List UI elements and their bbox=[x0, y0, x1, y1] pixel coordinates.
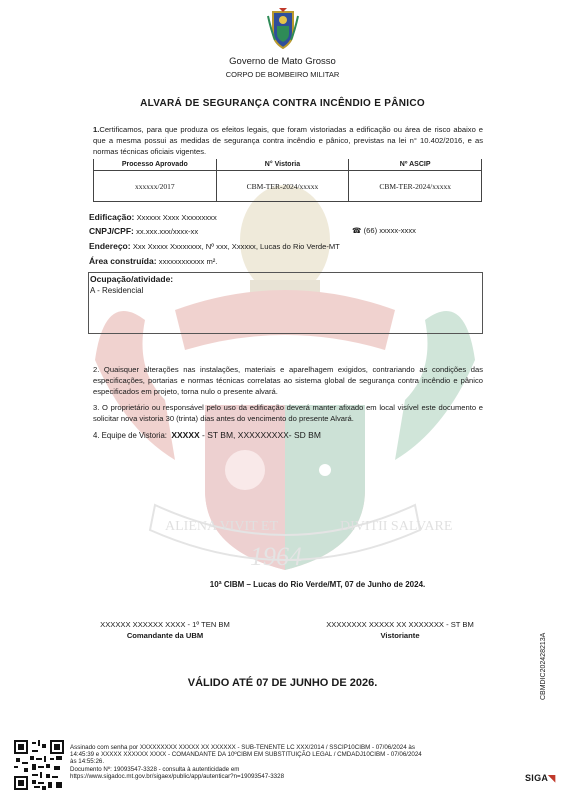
item-4-rest: - ST BM, XXXXXXXXX- SD BM bbox=[199, 430, 321, 440]
signature-commander-name: XXXXXX XXXXXX XXXX - 1º TEN BM bbox=[100, 620, 230, 629]
item-2-text: 2. Quaisquer alterações nas instalações, materiais e aparelhagem exigidos, contrariando as condições das especificações, portarias e normas técnicas correlatas ao sistema global de segurança contra incêndio e pânico especificados em projeto, torna nulo o presente alvará. bbox=[93, 365, 483, 396]
item-4-text bbox=[93, 430, 483, 441]
area-value: xxxxxxxxxxxx m². bbox=[158, 257, 218, 266]
side-document-code: CBMDIC202428213A bbox=[540, 632, 547, 700]
item-1-text: 1.Certificamos, para que produza os efeitos legais, que foram vistoriadas a edificação ou área de risco abaixo e que a mesma possui as medidas de segurança contra incêndio e pânico, previstas na lei n° 10.402/2016, e as normas técnicas oficiais vigentes. bbox=[93, 125, 483, 156]
item-4-label: 4. Equipe de Vistoria: bbox=[93, 431, 167, 440]
cnpj-field bbox=[89, 226, 198, 236]
value-ascip: CBM-TER-2024/xxxxx bbox=[349, 171, 482, 202]
signature-inspector bbox=[290, 620, 510, 640]
area-field bbox=[89, 256, 217, 266]
footer-line-3: às 14:55:26. bbox=[70, 758, 105, 766]
watermark-year: 1964 bbox=[250, 542, 302, 571]
endereco-field bbox=[89, 241, 340, 251]
siga-logo-text: SIGA bbox=[525, 773, 549, 783]
signature-commander bbox=[55, 620, 275, 640]
item-3-text: 3. O proprietário ou responsável pelo uso da edificação deverá manter afixado em local visível este documento e solicitar nova vistoria 30 (trinta) dias antes do vencimento do presente Alvará. bbox=[93, 403, 483, 423]
place-date: 10ª CIBM – Lucas do Rio Verde/MT, 07 de Junho de 2024. bbox=[209, 580, 426, 589]
validity-statement: VÁLIDO ATÉ 07 DE JUNHO DE 2026. bbox=[187, 677, 378, 689]
phone-value: (66) xxxxx-xxxx bbox=[363, 226, 416, 235]
process-table bbox=[93, 159, 482, 202]
value-processo: xxxxxx/2017 bbox=[94, 171, 217, 202]
edificacao-value: Xxxxxx Xxxx Xxxxxxxxx bbox=[136, 213, 217, 222]
ocupacao-label: Ocupação/atividade: bbox=[90, 274, 174, 284]
signature-footer bbox=[70, 744, 510, 780]
edificacao-field bbox=[89, 212, 217, 222]
area-label: Área construída: bbox=[89, 256, 157, 266]
endereco-value: Xxx Xxxxx Xxxxxxxx, Nº xxx, Xxxxxx, Lucas do Rio Verde-MT bbox=[132, 242, 340, 251]
header-ascip: Nº ASCIP bbox=[349, 159, 482, 171]
department-name: CORPO DE BOMBEIRO MILITAR bbox=[225, 70, 340, 79]
ocupacao-box bbox=[88, 272, 483, 334]
signature-commander-role: Comandante da UBM bbox=[126, 631, 204, 640]
item-4-lead: XXXXX bbox=[171, 430, 200, 440]
document-title: ALVARÁ DE SEGURANÇA CONTRA INCÊNDIO E PÂNICO bbox=[140, 98, 425, 109]
phone-field bbox=[352, 226, 416, 235]
edificacao-label: Edificação: bbox=[89, 212, 135, 222]
value-vistoria: CBM-TER-2024/xxxxx bbox=[216, 171, 349, 202]
footer-line-1: Assinado com senha por XXXXXXXXX XXXXX XX XXXXXX - SUB-TENENTE LC XXX/2014 / SSCIP10CIBM - 07/06/2024 às bbox=[70, 744, 415, 751]
watermark-motto-right: DIVITII SALVARE bbox=[340, 519, 453, 534]
endereco-label: Endereço: bbox=[89, 241, 131, 251]
signature-inspector-role: Vistoriante bbox=[380, 631, 420, 640]
item-1-body: Certificamos, para que produza os efeitos legais, que foram vistoriadas a edificação ou área de risco abaixo e que a mesma possui as medidas de segurança contra incêndio e pânico, previstas na lei n° 10.402/2016, e as normas técnicas oficiais vigentes. bbox=[93, 125, 483, 156]
cnpj-label: CNPJ/CPF: bbox=[89, 226, 134, 236]
government-name: Governo de Mato Grosso bbox=[229, 56, 336, 67]
footer-line-4: Documento Nº: 19093547-3328 - consulta à autenticidade em bbox=[70, 765, 240, 773]
side-code-wrap bbox=[540, 632, 550, 810]
footer-link[interactable]: https://www.sigadoc.mt.gov.br/sigaex/public/app/autenticar?n=19093547-3328 bbox=[70, 772, 285, 780]
watermark-motto-left: ALIENA VIVIT ET bbox=[165, 519, 279, 534]
cnpj-value: xx.xxx.xxx/xxxx-xx bbox=[136, 227, 199, 236]
header-vistoria: N° Vistoria bbox=[216, 159, 349, 171]
signature-inspector-name: XXXXXXXX XXXXX XX XXXXXXX - ST BM bbox=[326, 620, 474, 629]
siga-logo-mark-icon: ◥ bbox=[548, 773, 556, 783]
siga-logo bbox=[525, 773, 555, 784]
qr-code-icon[interactable] bbox=[14, 740, 64, 790]
footer-line-2: 14:45:39 e XXXXX XXXXXX XXXX - COMANDANTE DA 10ºCIBM EM SUBSTITUIÇÃO LEGAL / CMDADJ10CIBM - 07/06/2024 bbox=[70, 751, 422, 759]
state-coat-of-arms-icon bbox=[266, 6, 300, 52]
header-processo: Processo Aprovado bbox=[94, 159, 217, 171]
telephone-icon: ☎ bbox=[352, 226, 362, 235]
ocupacao-value: A - Residencial bbox=[90, 286, 144, 295]
